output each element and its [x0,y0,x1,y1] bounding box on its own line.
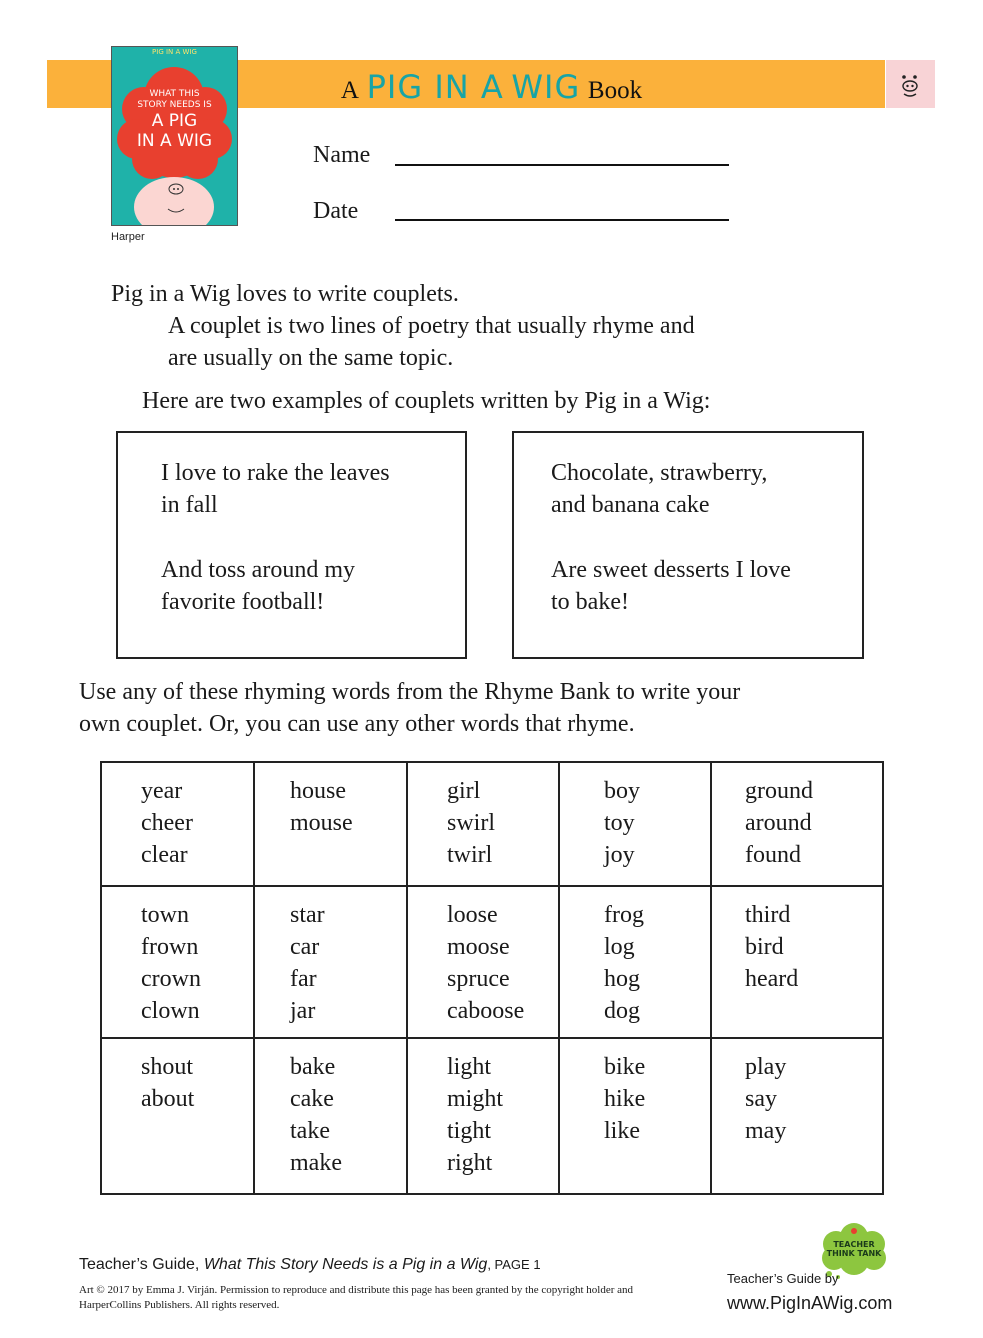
rhyme-word: right [447,1150,493,1176]
title-wig: WIG [511,68,581,106]
rhyme-word: make [290,1150,342,1176]
rhyme-word: cake [290,1086,334,1112]
rhyme-word: house [290,778,346,804]
title-prefix: A [340,77,359,104]
rhyme-word: boy [604,778,640,804]
couplet-1-line-2: in fall [161,492,218,518]
intro-line-2: A couplet is two lines of poetry that usually rhyme and [168,313,695,339]
rhyme-word: bird [745,934,784,960]
rhyme-bank-cell [101,762,254,886]
rhyme-word: might [447,1086,504,1112]
couplet-box-1 [116,431,467,659]
rhyme-word-group [102,1039,253,1115]
rhyme-word: take [290,1118,330,1144]
rhyme-word-group [102,763,253,871]
rhyme-word: third [745,902,791,928]
rhyme-word: star [290,902,325,928]
rhyme-word: swirl [447,810,495,836]
footer-page: , PAGE 1 [487,1257,541,1272]
rhyme-word: bike [604,1054,646,1080]
intro-line-4: Here are two examples of couplets written by Pig in a Wig: [142,388,711,414]
rhyme-word-group [102,887,253,1027]
couplet-1-line-4: favorite football! [161,589,325,615]
name-field[interactable] [395,164,729,166]
rhyme-word: cheer [141,810,193,836]
rhyme-word: clown [141,998,200,1024]
rhyme-word: about [141,1086,195,1112]
couplet-1-line-3: And toss around my [161,557,355,583]
rhyme-word: frog [604,902,644,928]
rhyme-word-group [255,887,406,1027]
rhyme-bank-cell [407,1038,559,1194]
rhyme-word: around [745,810,812,836]
rhyme-word-group [408,763,558,871]
website-link[interactable]: www.PigInAWig.com [727,1293,893,1313]
rhyme-word: play [745,1054,787,1080]
rhyme-word: caboose [447,998,525,1024]
footer-guide-title [79,1256,541,1274]
rhyme-word: crown [141,966,201,992]
title-suffix: Book [587,77,643,104]
rhyme-word: frown [141,934,199,960]
rhyme-word: hog [604,966,640,992]
rhyme-word: spruce [447,966,510,992]
rhyme-word: bake [290,1054,336,1080]
publisher-label: Harper [111,231,145,243]
rhyme-word: light [447,1054,492,1080]
couplet-1-line-1: I love to rake the leaves [161,460,390,486]
rhyme-word: far [290,966,317,992]
rhyme-word: girl [447,778,481,804]
rhyme-word: year [141,778,183,804]
rhyme-bank-cell [559,886,711,1038]
intro-line-1: Pig in a Wig loves to write couplets. [111,281,459,307]
couplet-2-line-4: to bake! [551,589,629,615]
instructions-line-1: Use any of these rhyming words from the Rhyme Bank to write your [79,679,741,705]
rhyme-bank-cell [559,762,711,886]
rhyme-bank-cell [254,762,407,886]
rhyme-word: log [604,934,635,960]
rhyme-bank-row [101,886,883,1038]
title-pig-in-a: PIG IN A [366,68,504,106]
rhyme-word: loose [447,902,498,928]
rhyme-bank-cell [711,762,883,886]
rhyme-word: mouse [290,810,353,836]
rhyme-word: joy [604,842,635,868]
rhyme-bank-row [101,1038,883,1194]
cover-title-line3: A PIG [151,111,198,131]
rhyme-bank-cell [101,886,254,1038]
rhyme-word: heard [745,966,799,992]
rhyme-word-group [255,1039,406,1179]
rhyme-word: twirl [447,842,493,868]
name-label: Name [313,142,371,168]
rhyme-bank-cell [407,886,559,1038]
couplet-2-line-2: and banana cake [551,492,710,518]
rhyme-word: found [745,842,801,868]
rhyme-word: like [604,1118,640,1144]
rhyme-word: tight [447,1118,492,1144]
footer-copyright: Art © 2017 by Emma J. Virján. Permission to reproduce and distribute this page has been granted by the copyright holder and HarperCollins Publishers. All rights reserved. [79,1284,634,1311]
rhyme-bank-cell [101,1038,254,1194]
rhyme-word-group [560,1039,710,1147]
rhyme-word: ground [745,778,813,804]
rhyme-bank-cell [711,886,883,1038]
cover-series: PIG IN A WIG [112,47,237,58]
rhyme-word: clear [141,842,188,868]
rhyme-bank-cell [254,886,407,1038]
couplet-2-line-1: Chocolate, strawberry, [551,460,768,486]
couplet-2-line-3: Are sweet desserts I love [551,557,791,583]
think-tank-logo-text: TEACHER THINK TANK [826,1240,882,1258]
rhyme-word-group [712,1039,882,1147]
rhyme-word: say [745,1086,777,1112]
rhyme-word: may [745,1118,787,1144]
rhyme-word: shout [141,1054,194,1080]
cover-title-line1: WHAT THIS [149,89,200,99]
book-cover [111,46,238,226]
rhyme-word-group [408,887,558,1027]
rhyme-bank-row [101,762,883,886]
rhyme-bank-cell [407,762,559,886]
couplet-box-2 [512,431,864,659]
rhyme-bank-cell [254,1038,407,1194]
rhyme-word: hike [604,1086,646,1112]
rhyme-word: toy [604,810,635,836]
rhyme-word: moose [447,934,510,960]
cover-title-line4: IN A WIG [136,131,213,151]
footer-guide-book-title: What This Story Needs is a Pig in a Wig [203,1256,488,1273]
rhyme-bank-table [100,761,884,1195]
instructions-line-2: own couplet. Or, you can use any other words that rhyme. [79,711,635,737]
guide-by-label: Teacher’s Guide by [727,1271,839,1286]
date-label: Date [313,198,359,224]
rhyme-word-group [255,763,406,839]
rhyme-word: car [290,934,320,960]
date-field[interactable] [395,219,729,221]
footer-guide-prefix: Teacher’s Guide, [79,1256,204,1273]
rhyme-word-group [560,763,710,871]
rhyme-word-group [560,887,710,1027]
cover-title [112,89,237,151]
rhyme-word: town [141,902,189,928]
rhyme-word: jar [290,998,316,1024]
rhyme-word-group [712,887,882,995]
rhyme-word-group [712,763,882,871]
cover-title-line2: STORY NEEDS IS [137,100,212,110]
intro-line-3: are usually on the same topic. [168,345,454,371]
rhyme-bank-cell [559,1038,711,1194]
rhyme-word-group [408,1039,558,1179]
rhyme-word: dog [604,998,640,1024]
rhyme-bank-cell [711,1038,883,1194]
